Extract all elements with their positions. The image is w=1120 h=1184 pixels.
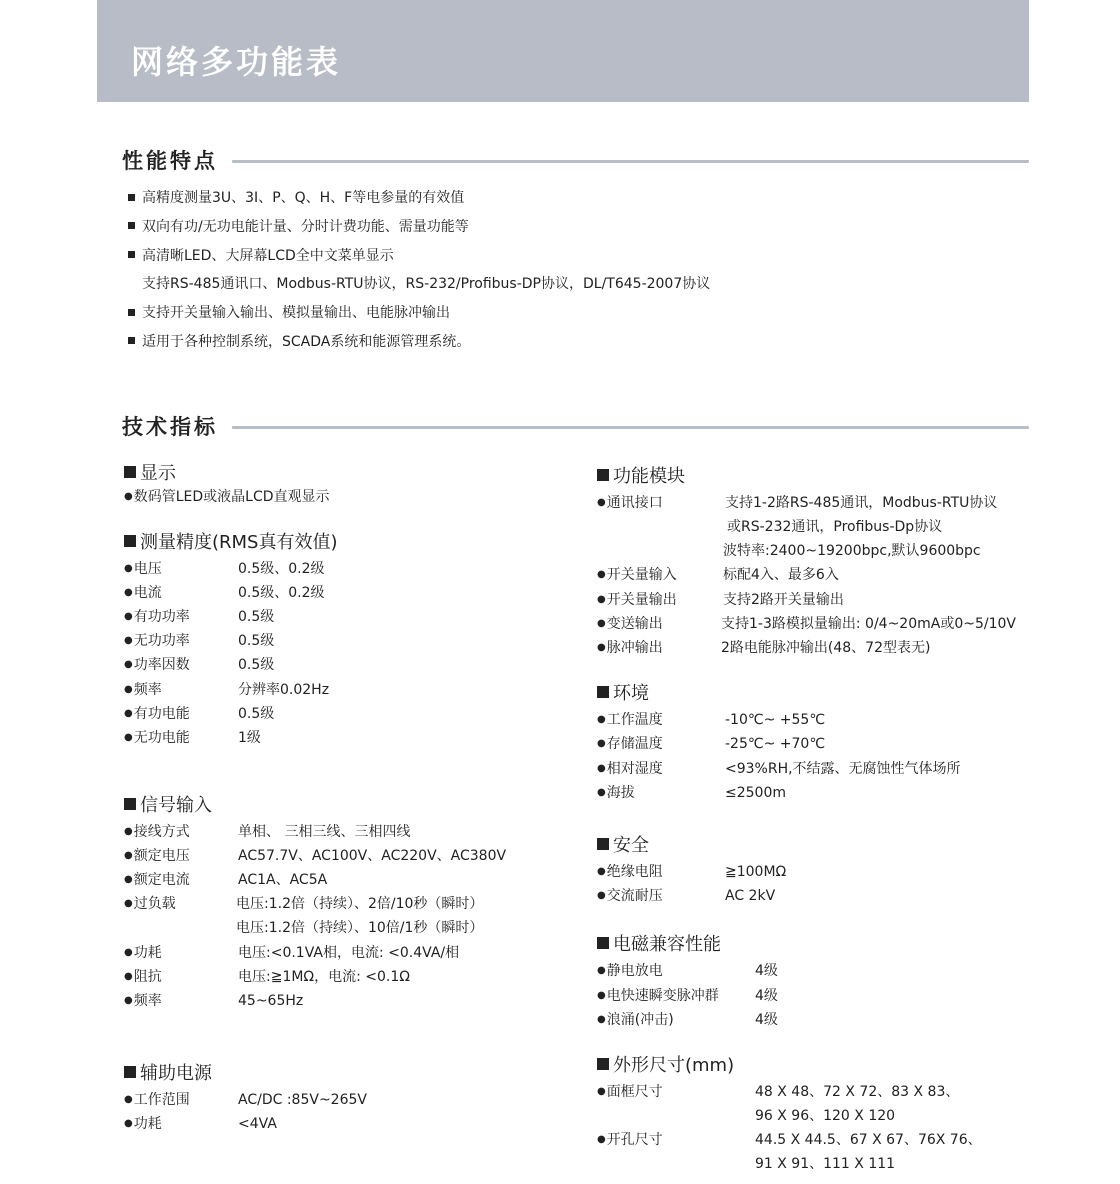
square-bullet-icon	[124, 798, 136, 810]
square-bullet-icon	[128, 309, 135, 316]
page-title: 网络多功能表	[131, 43, 342, 81]
dot-bullet-icon: ●	[124, 1118, 133, 1129]
square-bullet-icon	[128, 222, 135, 229]
dot-bullet-icon: ●	[597, 965, 606, 976]
square-bullet-icon	[597, 937, 609, 949]
dot-bullet-icon: ●	[124, 826, 133, 837]
square-bullet-icon	[128, 194, 135, 201]
group-title-emc: 电磁兼容性能	[597, 933, 721, 957]
features-list	[128, 186, 710, 359]
feature-item: 支持开关量输入输出、模拟量输出、电能脉冲输出	[128, 301, 710, 330]
specs-heading-text: 技术指标	[122, 415, 218, 439]
heading-divider	[232, 426, 1029, 429]
features-heading-text: 性能特点	[122, 149, 218, 173]
dot-bullet-icon: ●	[124, 898, 133, 909]
features-heading	[122, 146, 1029, 176]
dot-bullet-icon: ●	[124, 1094, 133, 1105]
square-bullet-icon	[124, 466, 136, 478]
dot-bullet-icon: ●	[124, 635, 133, 646]
square-bullet-icon	[597, 686, 609, 698]
dot-bullet-icon: ●	[597, 594, 606, 605]
dot-bullet-icon: ●	[124, 947, 133, 958]
feature-item: 高清晰LED、大屏幕LCD全中文菜单显示	[128, 244, 710, 273]
header-banner	[97, 0, 1029, 102]
dot-bullet-icon: ●	[597, 618, 606, 629]
square-bullet-icon	[124, 1066, 136, 1078]
dot-bullet-icon: ●	[597, 787, 606, 798]
dot-bullet-icon: ●	[597, 642, 606, 653]
square-bullet-icon	[597, 1058, 609, 1070]
dot-bullet-icon: ●	[597, 990, 606, 1001]
specs-heading	[122, 412, 1029, 442]
dot-bullet-icon: ●	[124, 684, 133, 695]
group-title-signal: 信号输入	[124, 794, 212, 818]
dot-bullet-icon: ●	[597, 497, 606, 508]
dot-bullet-icon: ●	[124, 563, 133, 574]
square-bullet-icon	[597, 469, 609, 481]
dot-bullet-icon: ●	[124, 850, 133, 861]
square-bullet-icon	[128, 337, 135, 344]
dot-bullet-icon: ●	[597, 763, 606, 774]
dot-bullet-icon: ●	[124, 611, 133, 622]
group-title-safety: 安全	[597, 834, 649, 858]
dot-bullet-icon: ●	[124, 732, 133, 743]
dot-bullet-icon: ●	[597, 569, 606, 580]
dot-bullet-icon: ●	[124, 708, 133, 719]
group-title-aux-power: 辅助电源	[124, 1062, 212, 1086]
group-title-modules: 功能模块	[597, 465, 685, 489]
square-bullet-icon	[124, 535, 136, 547]
group-title-dimensions: 外形尺寸(mm)	[597, 1054, 734, 1078]
dot-bullet-icon: ●	[597, 866, 606, 877]
group-title-accuracy: 测量精度(RMS真有效值)	[124, 531, 338, 555]
dot-bullet-icon: ●	[597, 890, 606, 901]
feature-item: 适用于各种控制系统，SCADA系统和能源管理系统。	[128, 330, 710, 359]
dot-bullet-icon: ●	[597, 1086, 606, 1097]
square-bullet-icon	[128, 251, 135, 258]
feature-item: 双向有功/无功电能计量、分时计费功能、需量功能等	[128, 215, 710, 244]
dot-bullet-icon: ●	[597, 738, 606, 749]
dot-bullet-icon: ●	[124, 491, 133, 502]
dot-bullet-icon: ●	[124, 971, 133, 982]
group-title-display: 显示	[124, 462, 176, 486]
dot-bullet-icon: ●	[124, 995, 133, 1006]
dot-bullet-icon: ●	[597, 714, 606, 725]
feature-item: 支持RS-485通讯口、Modbus-RTU协议，RS-232/Profibus-DP协议，DL/T645-2007协议	[142, 276, 711, 293]
dot-bullet-icon: ●	[597, 1014, 606, 1025]
square-bullet-icon	[597, 838, 609, 850]
dot-bullet-icon: ●	[597, 1134, 606, 1145]
dot-bullet-icon: ●	[124, 874, 133, 885]
dot-bullet-icon: ●	[124, 659, 133, 670]
group-title-environment: 环境	[597, 682, 649, 706]
heading-divider	[232, 160, 1029, 163]
dot-bullet-icon: ●	[124, 587, 133, 598]
feature-item: 高精度测量3U、3I、P、Q、H、F等电参量的有效值	[128, 186, 710, 215]
